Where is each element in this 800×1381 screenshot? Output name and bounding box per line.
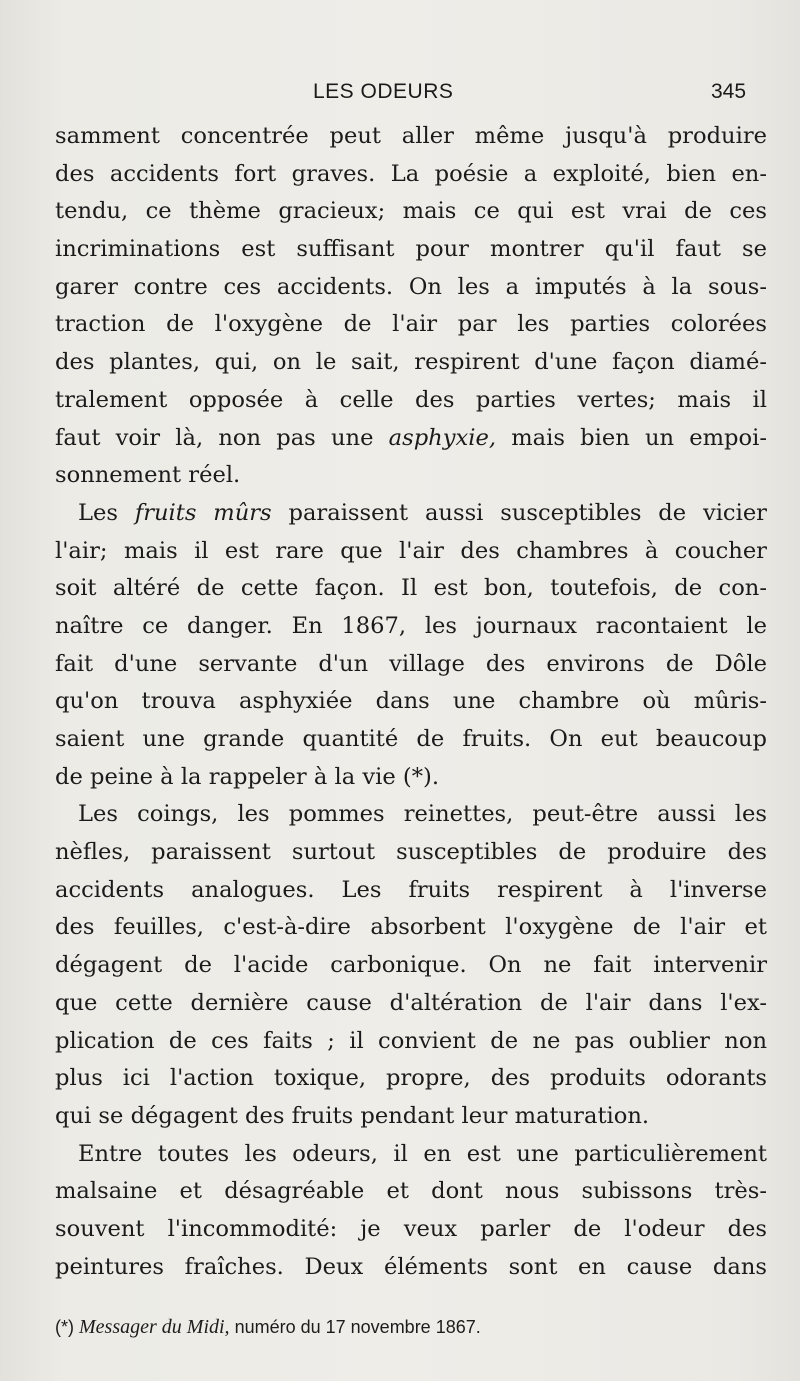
text-line	[55, 420, 767, 458]
text-line: Entre toutes les odeurs, il en est une particulièrement	[78, 1140, 767, 1167]
text-line: samment concentrée peut aller même jusqu'à produire	[55, 123, 767, 149]
text-fragment: mais bien un empoi-	[511, 424, 767, 451]
text-line: traction de l'oxygène de l'air par les parties colorées	[55, 311, 767, 338]
text-line: des accidents fort graves. La poésie a exploité, bien en-	[55, 160, 767, 187]
page-header	[0, 80, 800, 110]
text-line: garer contre ces accidents. On les a imputés à la sous-	[55, 273, 767, 300]
text-line: souvent l'incommodité: je veux parler de l'odeur des	[55, 1215, 767, 1242]
text-line: soit altéré de cette façon. Il est bon, toutefois, de con-	[55, 575, 767, 602]
running-title: LES ODEURS	[313, 80, 454, 103]
text-line: des plantes, qui, on le sait, respirent d'une façon diamé-	[55, 349, 767, 376]
text-line: qui se dégagent des fruits pendant leur maturation.	[55, 1102, 650, 1129]
footnote	[55, 1316, 767, 1339]
text-line: peintures fraîches. Deux éléments sont en cause dans	[55, 1253, 767, 1280]
text-line: Les coings, les pommes reinettes, peut-être aussi les	[78, 801, 767, 828]
text-line: accidents analogues. Les fruits respirent à l'inverse	[55, 876, 767, 903]
page-number: 345	[711, 80, 747, 103]
text-line: sonnement réel.	[55, 462, 241, 489]
text-line: malsaine et désagréable et dont nous subissons très-	[55, 1178, 767, 1205]
text-line: naître ce danger. En 1867, les journaux racontaient le	[55, 612, 767, 639]
text-line: nèfles, paraissent surtout susceptibles de produire des	[55, 839, 767, 866]
text-line: que cette dernière cause d'altération de l'air dans l'ex-	[55, 989, 767, 1016]
text-line: plus ici l'action toxique, propre, des produits odorants	[55, 1065, 767, 1092]
text-line: incriminations est suffisant pour montrer qu'il faut se	[55, 236, 767, 263]
text-line: plication de ces faits ; il convient de ne pas oublier non	[55, 1027, 767, 1054]
body-text	[55, 118, 767, 1286]
italic-term: asphyxie,	[388, 424, 497, 451]
text-line: qu'on trouva asphyxiée dans une chambre où mûris-	[55, 688, 767, 715]
text-line: saient une grande quantité de fruits. On eut beaucoup	[55, 726, 767, 752]
text-line: tendu, ce thème gracieux; mais ce qui est vrai de ces	[55, 198, 767, 225]
footnote-source: Messager du Midi,	[79, 1316, 230, 1338]
text-line: des feuilles, c'est-à-dire absorbent l'oxygène de l'air et	[55, 914, 767, 941]
text-line: tralement opposée à celle des parties vertes; mais il	[55, 386, 767, 413]
text-line: fait d'une servante d'un village des environs de Dôle	[55, 650, 767, 677]
text-fragment: faut voir là, non pas une	[55, 424, 374, 451]
text-line: dégagent de l'acide carbonique. On ne fait intervenir	[55, 952, 767, 979]
italic-term: fruits mûrs	[134, 499, 272, 526]
footnote-marker: (*)	[55, 1317, 74, 1337]
text-line: de peine à la rappeler à la vie (*).	[55, 763, 440, 790]
text-fragment: paraissent aussi susceptibles de vicier	[288, 499, 767, 526]
footnote-text: numéro du 17 novembre 1867.	[234, 1317, 481, 1337]
text-line	[55, 495, 767, 533]
text-line: l'air; mais il est rare que l'air des chambres à coucher	[55, 537, 767, 564]
text-fragment: Les	[78, 499, 118, 526]
